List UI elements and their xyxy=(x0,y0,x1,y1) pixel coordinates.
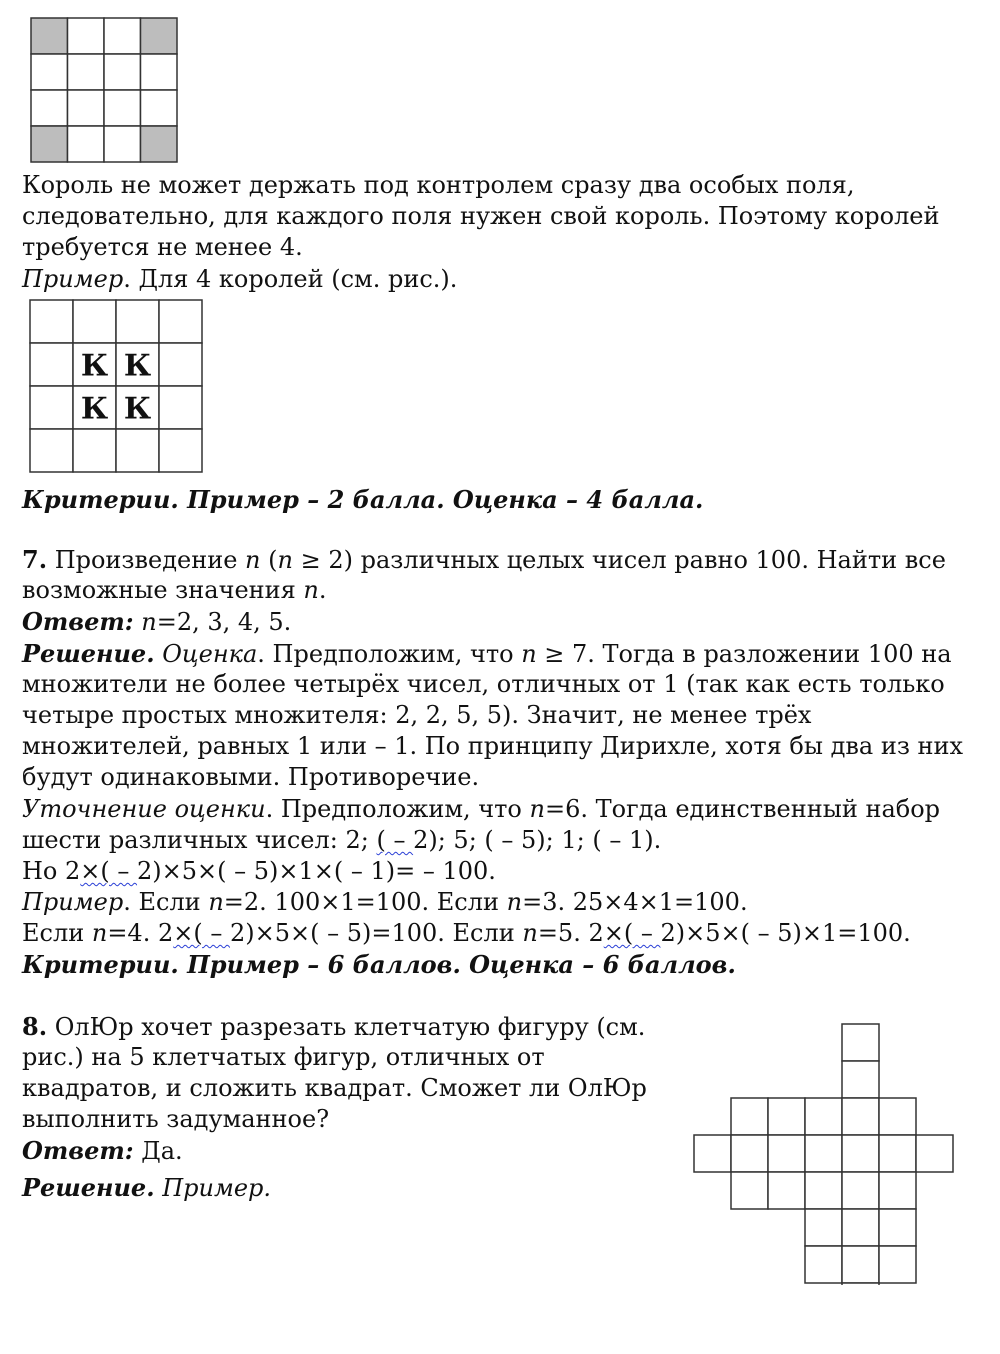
figure-cell xyxy=(805,1098,842,1135)
answer-8 xyxy=(22,1135,183,1167)
shaded-cell xyxy=(141,126,178,162)
answer-value: Да. xyxy=(133,1137,183,1165)
figure-cell xyxy=(842,1061,879,1098)
grid-cell xyxy=(73,429,116,472)
criteria-6: Критерии. Пример – 2 балла. Оценка – 4 балла. xyxy=(22,485,704,514)
text-line: множителей, равных 1 или – 1. По принципу Дирихле, хотя бы два из них xyxy=(22,732,964,760)
text: 2)×5×( – 5)=100. Если xyxy=(229,919,523,947)
king-label: К xyxy=(123,391,152,427)
grid-cell xyxy=(104,18,141,54)
text: Произведение xyxy=(47,546,246,574)
spellcheck-mark: ×( – xyxy=(80,857,138,885)
grid-cell xyxy=(159,300,202,343)
text-line: следовательно, для каждого поля нужен свой король. Поэтому королей xyxy=(22,202,940,230)
text: =6. Тогда единственный набор xyxy=(544,795,941,823)
figure-cell xyxy=(805,1172,842,1209)
text-line: четыре простых множителя: 2, 2, 5, 5). Значит, не менее трёх xyxy=(22,701,812,729)
grid-cell xyxy=(73,300,116,343)
text: =3. 25×4×1=100. xyxy=(522,888,748,916)
grid-cell xyxy=(68,126,105,162)
text: возможные значения xyxy=(22,576,304,604)
figure-cell xyxy=(842,1135,879,1172)
grid-cell xyxy=(68,18,105,54)
example-7-line-1 xyxy=(22,887,748,918)
figure-cell xyxy=(842,1209,879,1246)
text: ( xyxy=(260,546,278,574)
kings-grid xyxy=(29,299,205,474)
text-line: Король не может держать под контролем сразу два особых поля, xyxy=(22,171,855,199)
grid-cell xyxy=(31,90,68,126)
grid-cell xyxy=(30,343,73,386)
problem-7-line-1 xyxy=(22,544,946,576)
text: шести различных чисел: 2; xyxy=(22,826,377,854)
figure-cell xyxy=(879,1172,916,1209)
problem-8-line-1 xyxy=(22,1011,645,1043)
text: Но 2 xyxy=(22,857,81,885)
text-line: множители не более четырёх чисел, отличных от 1 (так как есть только xyxy=(22,670,945,698)
problem-7-line-2 xyxy=(22,575,327,606)
figure-cell xyxy=(842,1246,879,1283)
text: . Предположим, что xyxy=(257,640,522,668)
text-line: будут одинаковыми. Противоречие. xyxy=(22,763,480,791)
var-n: n xyxy=(91,919,108,947)
figure-cell xyxy=(768,1172,805,1209)
king-label: К xyxy=(80,348,109,384)
criteria-7: Критерии. Пример – 6 баллов. Оценка – 6 баллов. xyxy=(22,950,736,979)
cross-figure xyxy=(693,1023,955,1285)
grid-cell xyxy=(30,429,73,472)
spellcheck-mark: ×( – xyxy=(603,919,661,947)
figure-cell xyxy=(842,1172,879,1209)
figure-cell xyxy=(694,1135,731,1172)
figure-cell xyxy=(768,1098,805,1135)
shaded-cell xyxy=(141,18,178,54)
text: =2. 100×1=100. Если xyxy=(223,888,507,916)
refine-line-2 xyxy=(22,825,661,856)
shaded-cell xyxy=(31,18,68,54)
var-n: n xyxy=(277,546,293,574)
var-n: n xyxy=(522,919,538,947)
text: ≥ 2) различных целых чисел равно 100. Найти все xyxy=(292,546,946,574)
figure-cell xyxy=(805,1135,842,1172)
var-n: n xyxy=(506,888,523,916)
grid-cell xyxy=(30,300,73,343)
grid-cell xyxy=(141,90,178,126)
var-n: n xyxy=(303,576,319,604)
text: =5. 2 xyxy=(537,919,604,947)
problem-number: 8. xyxy=(22,1012,48,1041)
example-label: Пример xyxy=(22,888,124,916)
grid-cell xyxy=(104,90,141,126)
figure-cell xyxy=(768,1135,805,1172)
solution-label: Решение. xyxy=(22,639,155,668)
solution-label: Решение. xyxy=(22,1173,155,1202)
grid-cell xyxy=(68,90,105,126)
text: Если xyxy=(22,919,92,947)
figure-cell xyxy=(805,1246,842,1283)
grid-cell xyxy=(159,343,202,386)
text-line: требуется не менее 4. xyxy=(22,233,303,261)
text: 2); 5; ( – 5); 1; ( – 1). xyxy=(413,826,662,854)
grid-cell xyxy=(159,429,202,472)
var-n: n xyxy=(245,546,261,574)
problem-number: 7. xyxy=(22,545,48,574)
figure-cell xyxy=(805,1209,842,1246)
var-n: n xyxy=(521,640,537,668)
grid-cell xyxy=(104,54,141,90)
example-line xyxy=(22,264,457,295)
text-line: рис.) на 5 клетчатых фигур, отличных от xyxy=(22,1043,545,1071)
figure-cell xyxy=(916,1135,953,1172)
grid-cell xyxy=(116,429,159,472)
refine-label: Уточнение оценки xyxy=(22,795,266,823)
answer-label: Ответ: xyxy=(22,607,134,636)
grid-cell xyxy=(31,54,68,90)
solution-8 xyxy=(22,1172,271,1204)
figure-cell xyxy=(731,1098,768,1135)
figure-cell xyxy=(879,1209,916,1246)
figure-cell xyxy=(731,1172,768,1209)
figure-cell xyxy=(842,1024,879,1061)
spellcheck-mark: ( – xyxy=(376,826,414,854)
text: . xyxy=(318,576,327,604)
solution-7-line-1 xyxy=(22,638,952,670)
figure-cell xyxy=(879,1246,916,1283)
spellcheck-mark: ×( – xyxy=(173,919,230,947)
text: . Предположим, что xyxy=(265,795,530,823)
text: 2)×5×( – 5)×1=100. xyxy=(660,919,911,947)
grid-cell xyxy=(68,54,105,90)
grid-cell xyxy=(116,300,159,343)
grid-cell xyxy=(30,386,73,429)
king-label: К xyxy=(80,391,109,427)
refine-line-1 xyxy=(22,794,940,825)
text: ≥ 7. Тогда в разложении 100 на xyxy=(536,640,952,668)
answer-7 xyxy=(22,606,291,638)
grid-cell xyxy=(104,126,141,162)
text: =4. 2 xyxy=(107,919,174,947)
var-n: n xyxy=(141,608,157,636)
var-n: n xyxy=(208,888,224,916)
shaded-cell xyxy=(31,126,68,162)
estimate-label: Оценка xyxy=(162,640,258,668)
text: . Если xyxy=(123,888,209,916)
example-7-line-2 xyxy=(22,918,911,949)
solution-text: Пример. xyxy=(154,1174,272,1202)
shaded-corners-grid xyxy=(30,17,180,165)
text: ОлЮр хочет разрезать клетчатую фигуру (см. xyxy=(47,1013,646,1041)
figure-cell xyxy=(842,1283,879,1285)
figure-cell xyxy=(842,1098,879,1135)
king-label: К xyxy=(123,348,152,384)
example-label: Пример xyxy=(22,265,124,293)
answer-label: Ответ: xyxy=(22,1136,134,1165)
answer-value: =2, 3, 4, 5. xyxy=(156,608,292,636)
refine-line-3 xyxy=(22,856,496,887)
text-line: квадратов, и сложить квадрат. Сможет ли ОлЮр xyxy=(22,1074,647,1102)
figure-cell xyxy=(879,1135,916,1172)
text: 2)×5×( – 5)×1×( – 1)= – 100. xyxy=(137,857,496,885)
var-n: n xyxy=(529,795,545,823)
grid-cell xyxy=(159,386,202,429)
figure-cell xyxy=(879,1098,916,1135)
grid-cell xyxy=(141,54,178,90)
example-text: . Для 4 королей (см. рис.). xyxy=(123,265,458,293)
figure-cell xyxy=(731,1135,768,1172)
text-line: выполнить задуманное? xyxy=(22,1105,330,1133)
